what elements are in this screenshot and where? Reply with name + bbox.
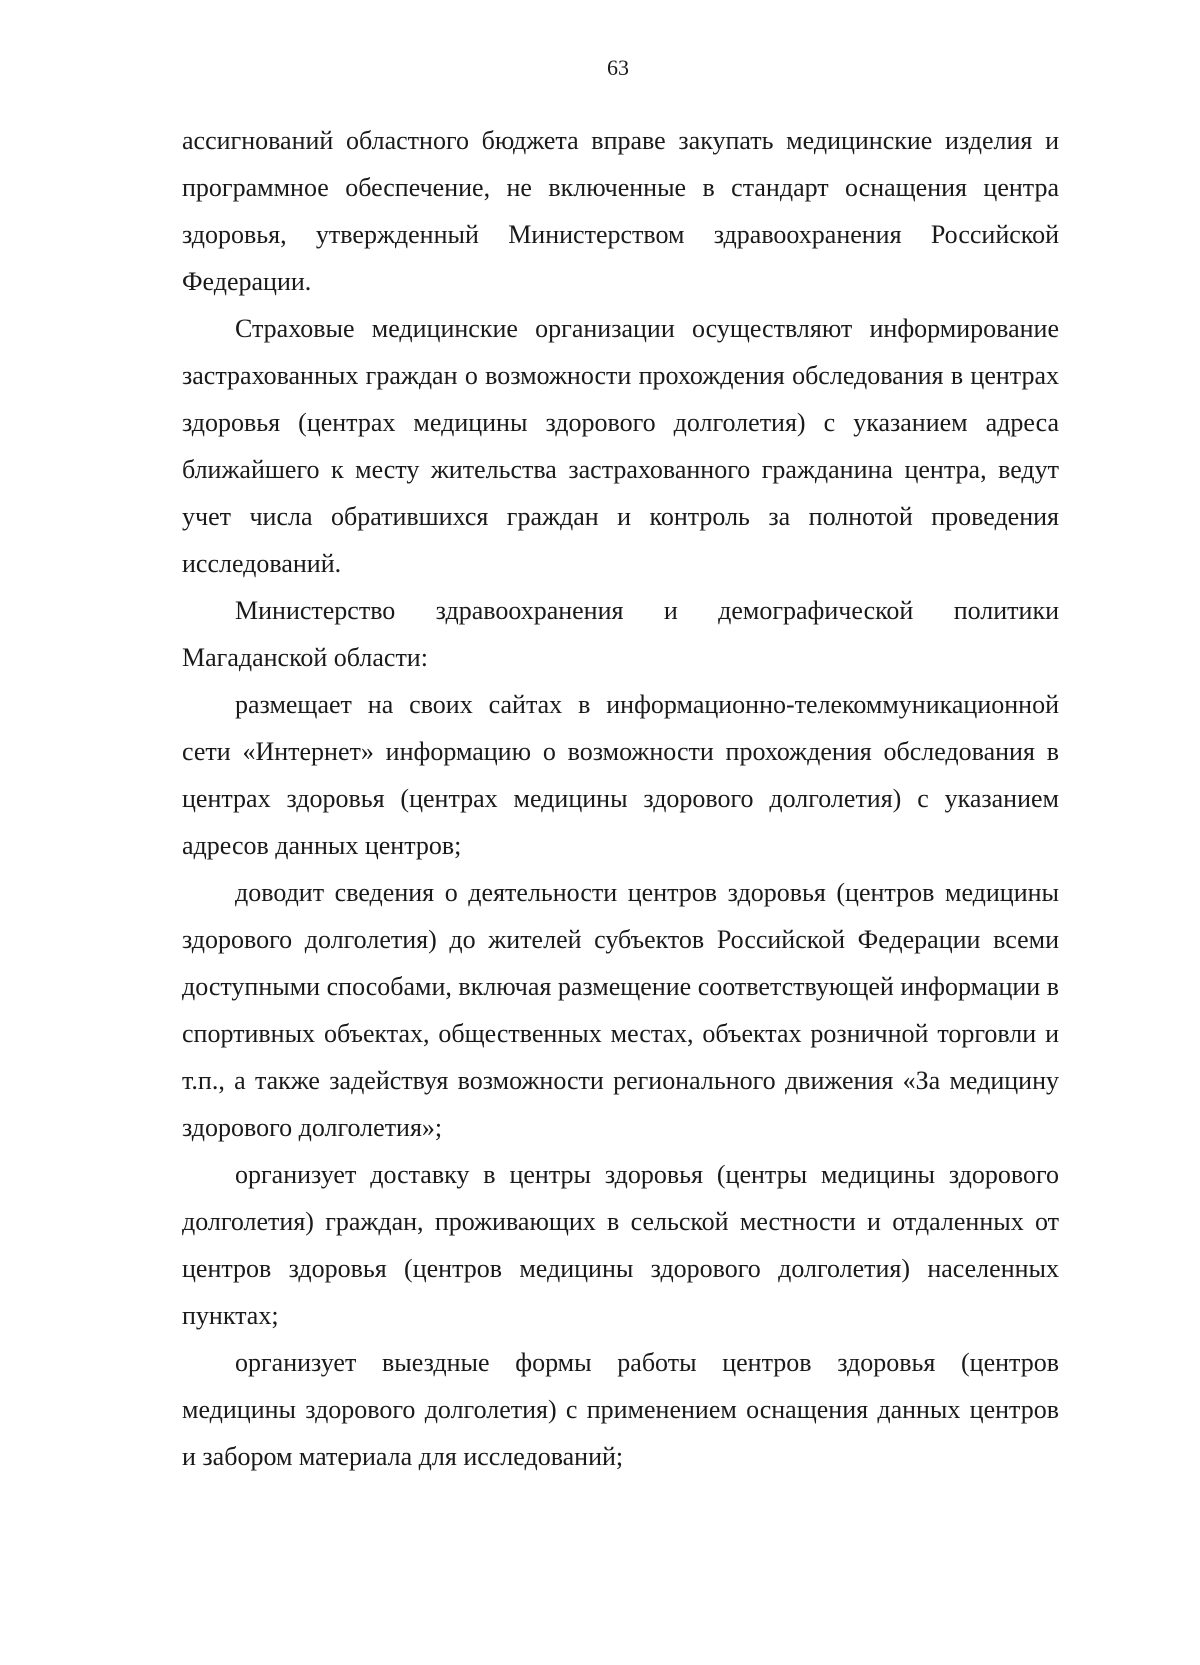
paragraph-website-info: размещает на своих сайтах в информационно-телекоммуникационной сети «Интернет» информацию о возможности прохождения обследования в центрах здоровья (центрах медицины здорового долголетия) с указанием адресов данных центров; <box>182 690 1059 860</box>
paragraph-continuation: ассигнований областного бюджета вправе закупать медицинские изделия и программное обеспечение, не включенные в стандарт оснащения центра здоровья, утвержденный Министерством здравоохранения Российской Федерации. <box>182 126 1059 296</box>
paragraph-delivery: организует доставку в центры здоровья (центры медицины здорового долголетия) граждан, проживающих в сельской местности и отдаленных от центров здоровья (центров медицины здорового долголетия) населенных пунктах; <box>182 1160 1059 1330</box>
paragraph-mobile-work: организует выездные формы работы центров здоровья (центров медицины здорового долголетия) с применением оснащения данных центров и забором материала для исследований; <box>182 1348 1059 1471</box>
paragraph-insurance-organizations: Страховые медицинские организации осуществляют информирование застрахованных граждан о возможности прохождения обследования в центрах здоровья (центрах медицины здорового долголетия) с указанием адреса ближайшего к месту жительства застрахованного гражданина центра, ведут учет числа обратившихся граждан и контроль за полнотой проведения исследований. <box>182 314 1059 578</box>
paragraph-ministry: Министерство здравоохранения и демографической политики Магаданской области: <box>182 596 1059 672</box>
page-number: 63 <box>607 55 629 80</box>
document-body <box>182 117 1059 1480</box>
paragraph-informing-residents: доводит сведения о деятельности центров здоровья (центров медицины здорового долголетия) до жителей субъектов Российской Федерации всеми доступными способами, включая размещение соответствующей информации в спортивных объектах, общественных местах, объектах розничной торговли и т.п., а также задействуя возможности регионального движения «За медицину здорового долголетия»; <box>182 878 1059 1142</box>
